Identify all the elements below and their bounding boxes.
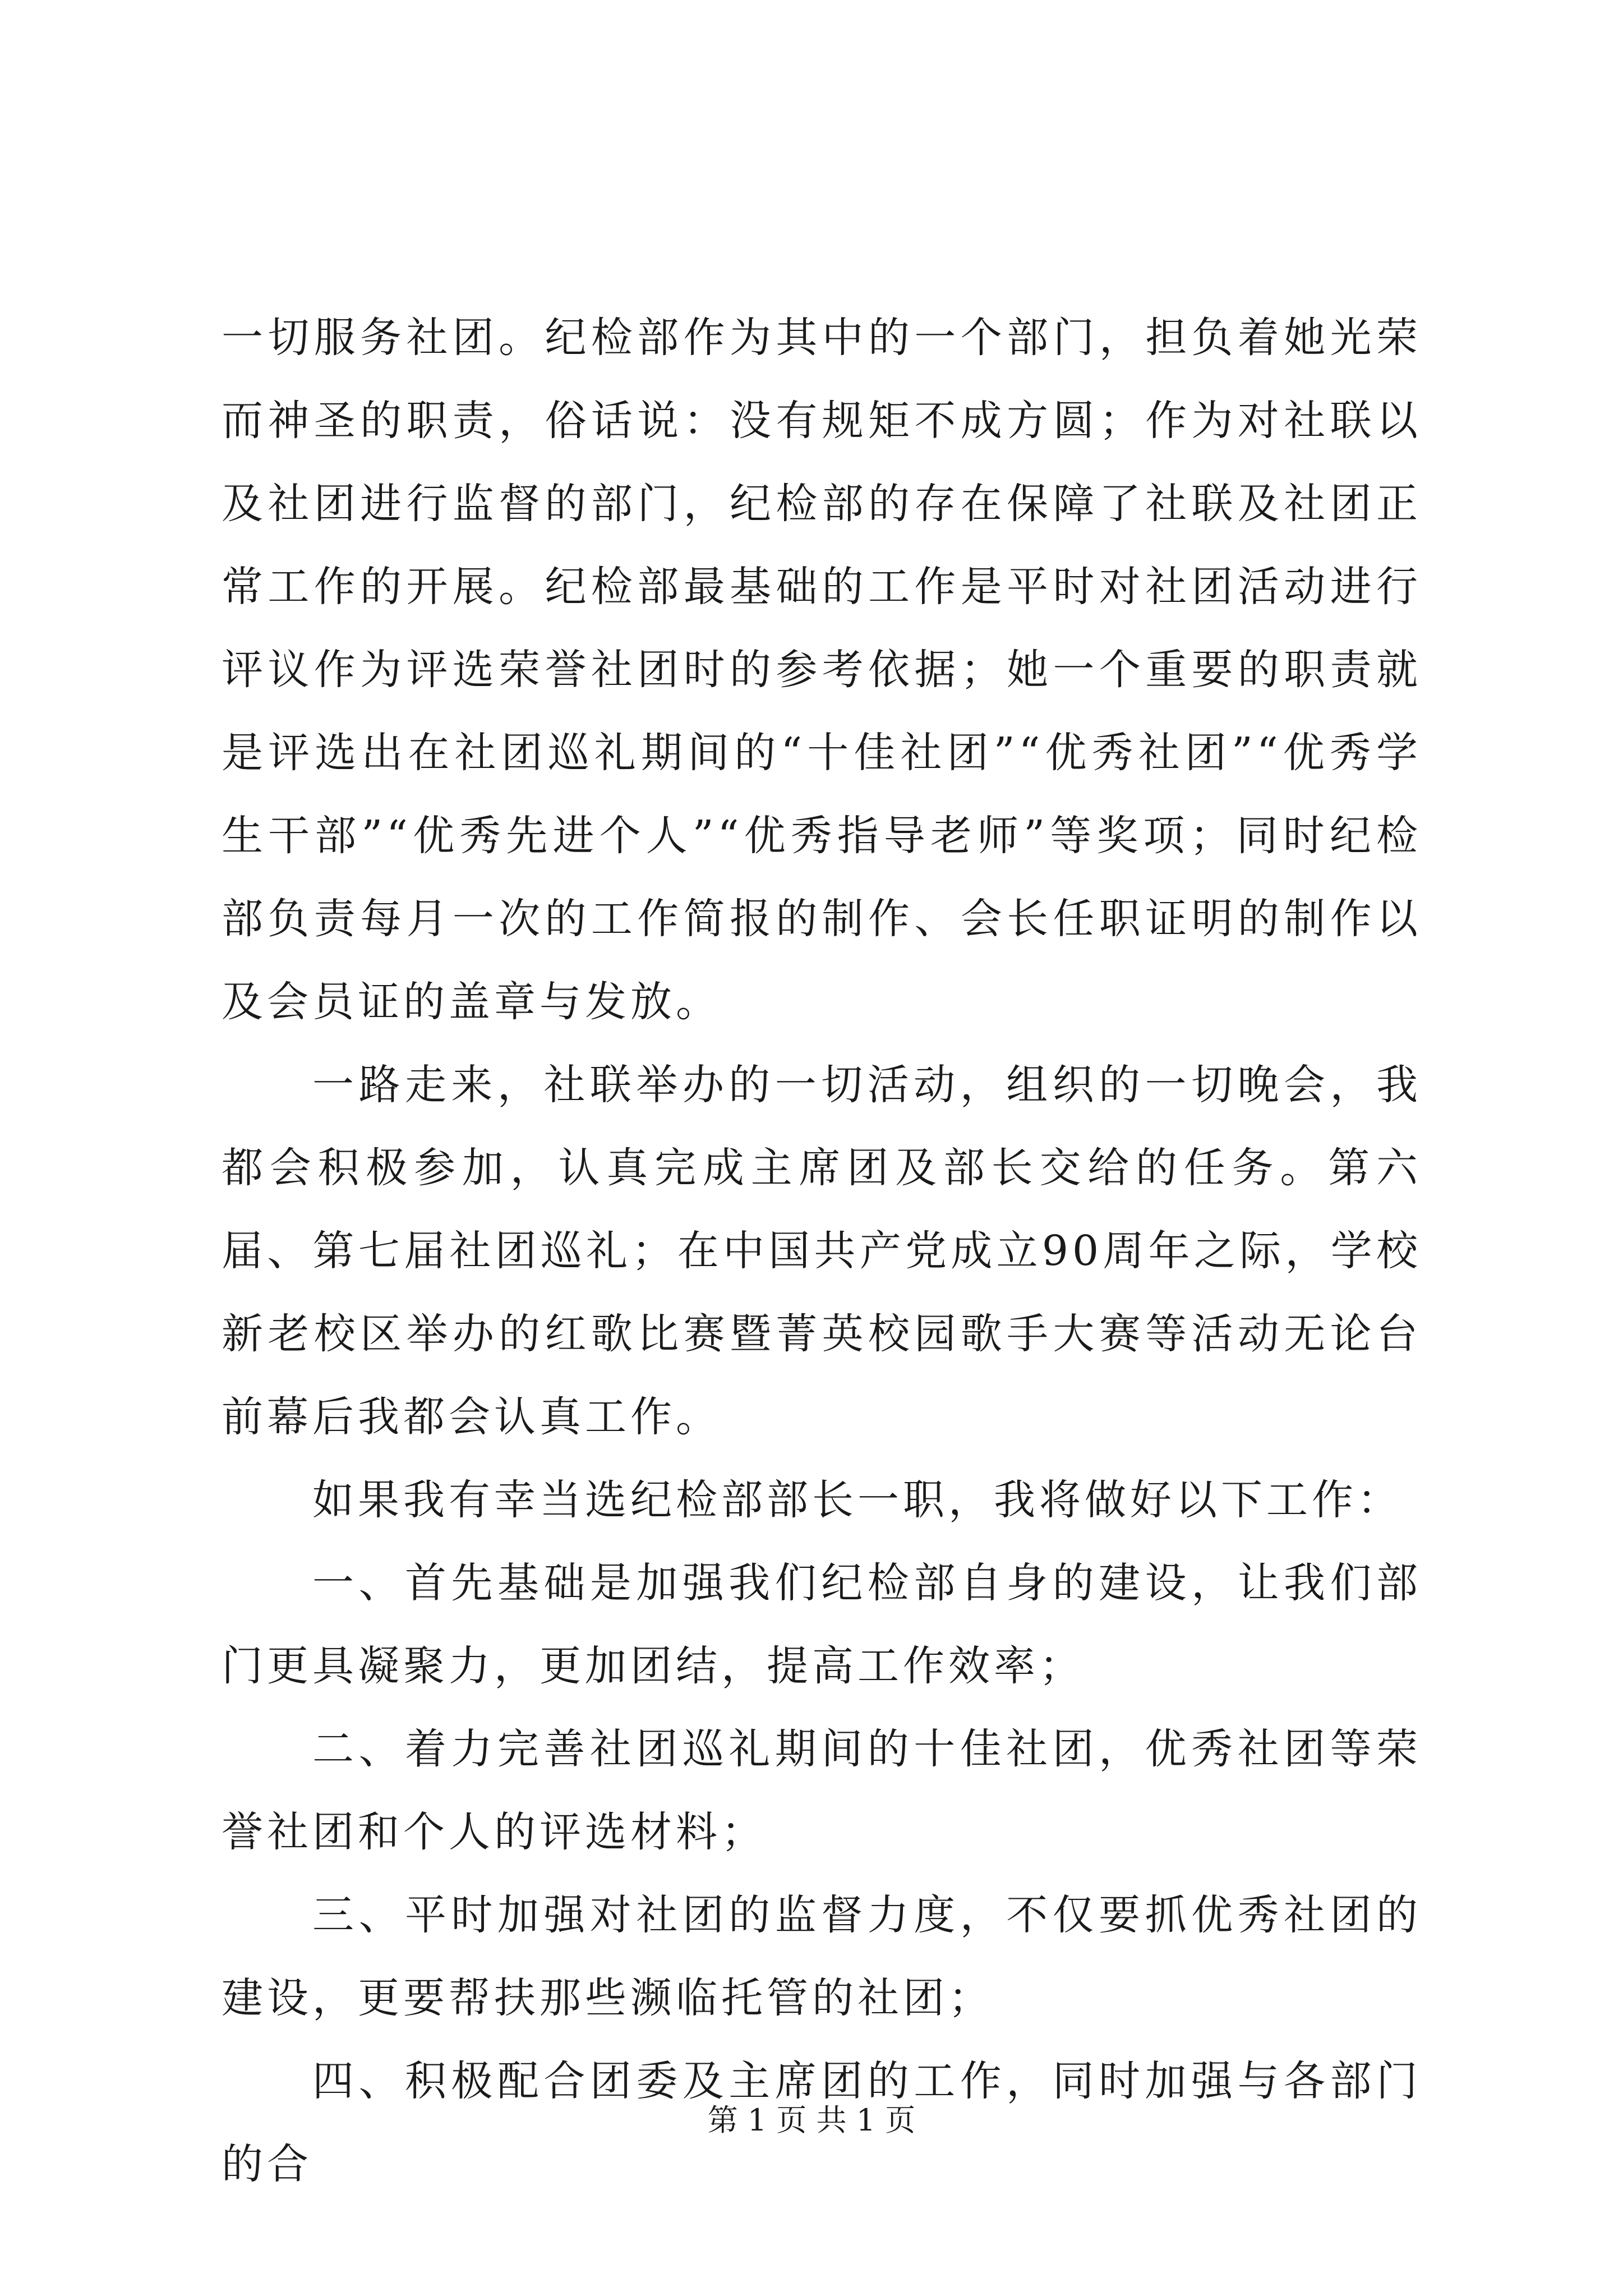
document-body <box>222 296 1422 2206</box>
paragraph-plan-item-3: 三、平时加强对社团的监督力度，不仅要抓优秀社团的建设，更要帮扶那些濒临托管的社团； <box>222 1891 1422 2022</box>
paragraph-plan-intro: 如果我有幸当选纪检部部长一职，我将做好以下工作： <box>312 1476 1403 1524</box>
paragraph-duties: 一切服务社团。纪检部作为其中的一个部门，担负着她光荣而神圣的职责，俗话说：没有规矩不成方圆；作为对社联以及社团进行监督的部门，纪检部的存在保障了社联及社团正常工作的开展。纪检部最基础的工作是平时对社团活动进行评议作为评选荣誉社团时的参考依据；她一个重要的职责就是评选出在社团巡礼期间的“十佳社团”“优秀社团”“优秀学生干部”“优秀先进个人”“优秀指导老师”等奖项；同时纪检部负责每月一次的工作简报的制作、会长任职证明的制作以及会员证的盖章与发放。 <box>222 314 1422 1026</box>
page-footer: 第 1 页 共 1 页 <box>707 2102 916 2138</box>
paragraph-plan-item-4: 四、积极配合团委及主席团的工作，同时加强与各部门的合 <box>222 2057 1422 2188</box>
paragraph-plan-item-2: 二、着力完善社团巡礼期间的十佳社团，优秀社团等荣誉社团和个人的评选材料； <box>222 1725 1422 1856</box>
paragraph-experience: 一路走来，社联举办的一切活动，组织的一切晚会，我都会积极参加，认真完成主席团及部长交给的任务。第六届、第七届社团巡礼；在中国共产党成立90周年之际，学校新老校区举办的红歌比赛暨菁英校园歌手大赛等活动无论台前幕后我都会认真工作。 <box>222 1061 1422 1441</box>
paragraph-plan-item-1: 一、首先基础是加强我们纪检部自身的建设，让我们部门更具凝聚力，更加团结，提高工作效率； <box>222 1559 1422 1690</box>
